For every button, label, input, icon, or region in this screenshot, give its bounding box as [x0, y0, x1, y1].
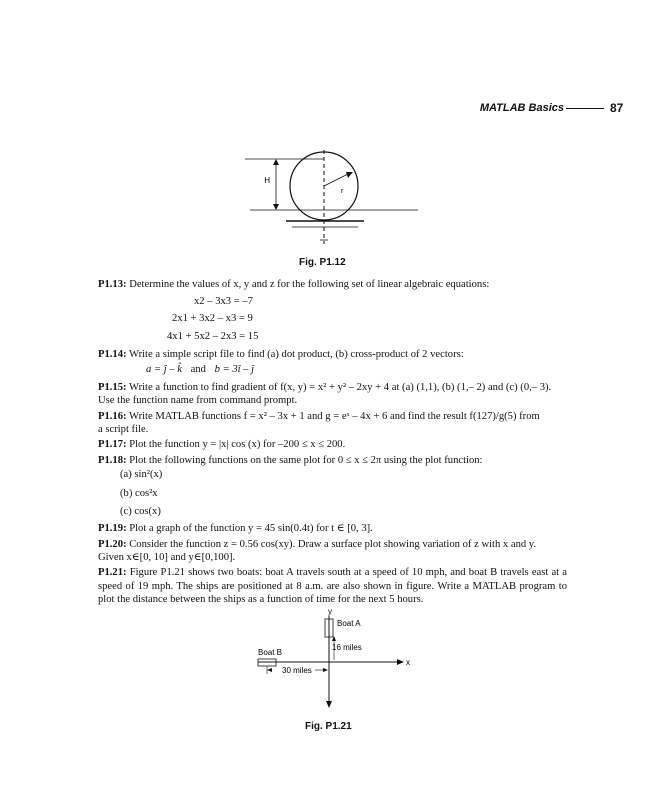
vector-b: b = 3î – ĵ: [214, 364, 255, 375]
p1-13-text: Determine the values of x, y and z for the following set of linear algebraic equations:: [129, 279, 490, 290]
y-axis-label: y: [328, 607, 332, 616]
radius-line: [324, 173, 350, 186]
fig-p1-12-caption: Fig. P1.12: [299, 257, 346, 268]
equation-1: [194, 296, 253, 307]
p1-18-text: Plot the following functions on the same plot for 0 ≤ x ≤ 2π using the plot function:: [129, 455, 483, 466]
dist-b-arrow-left: [267, 668, 272, 672]
p1-21: [98, 566, 567, 607]
equation-2-text: 2x1 + 3x2 – x3 = 9: [172, 313, 253, 324]
p1-15-label: P1.15:: [98, 382, 127, 393]
p1-19-label: P1.19:: [98, 523, 127, 534]
p1-17: [98, 438, 345, 451]
p1-16-text-1: Write MATLAB functions f = x² – 3x + 1 and g = eˣ – 4x + 6 and find the result f(127)/g(5) from: [129, 411, 540, 422]
p1-21-label: P1.21:: [98, 567, 127, 578]
p1-20-text-1: Consider the function z = 0.56 cos(xy). Draw a surface plot showing variation of z with x and y.: [129, 539, 537, 550]
vector-a: a = ĵ – k̂: [146, 364, 182, 375]
label-h: H: [264, 176, 270, 185]
p1-19: [98, 522, 373, 535]
equation-3: [167, 331, 258, 342]
figure-p1-21: [240, 604, 430, 712]
p1-15-text-1: Write a function to find gradient of f(x, y) = x² + y² – 2xy + 4 at (a) (1,1), (b) (1,– 2) and (c) (0,– 3).: [129, 382, 552, 393]
p1-15-cont: [98, 394, 297, 407]
header-rule: [566, 108, 604, 109]
p1-13: [98, 278, 489, 291]
vector-equations: [146, 364, 254, 375]
p1-20-label: P1.20:: [98, 539, 127, 550]
header-title: MATLAB Basics: [479, 102, 564, 114]
dist-b-arrow-right: [323, 668, 328, 672]
height-arrow-bottom: [273, 204, 279, 210]
p1-14-label: P1.14:: [98, 349, 127, 360]
dist-a-label: 16 miles: [332, 643, 362, 652]
x-axis-arrow: [397, 659, 404, 665]
running-header: [0, 101, 662, 119]
equation-1-text: x2 – 3x3 = –7: [194, 296, 253, 307]
dist-b-label: 30 miles: [282, 666, 312, 675]
p1-16: [98, 410, 540, 423]
figure-p1-12: [240, 148, 430, 250]
p1-15-text-2: Use the function name from command prompt.: [98, 395, 298, 406]
p1-16-text-2: a script file.: [98, 424, 149, 435]
p1-18-label: P1.18:: [98, 455, 127, 466]
p1-14-text: Write a simple script file to find (a) dot product, (b) cross-product of 2 vectors:: [129, 349, 464, 360]
p1-18-item-b: (b) cos²x: [120, 488, 158, 499]
radius-arrowhead: [346, 172, 353, 178]
p1-20-text-2: Given x∈[0, 10] and y∈[0,100].: [98, 552, 236, 563]
p1-18-item-c: (c) cos(x): [120, 506, 161, 517]
boat-b-label: Boat B: [258, 648, 283, 657]
p1-18: [98, 454, 483, 467]
p1-13-label: P1.13:: [98, 279, 127, 290]
vector-and: and: [190, 364, 206, 375]
p1-19-text: Plot a graph of the function y = 45 sin(0.4t) for t ∈ [0, 3].: [129, 523, 373, 534]
p1-16-cont: [98, 423, 148, 436]
label-r: r: [341, 188, 344, 195]
p1-17-label: P1.17:: [98, 439, 127, 450]
boat-a-label: Boat A: [337, 619, 361, 628]
equation-3-text: 4x1 + 5x2 – 2x3 = 15: [167, 331, 259, 342]
p1-16-label: P1.16:: [98, 411, 127, 422]
equation-2: [172, 313, 253, 324]
p1-15: [98, 381, 551, 394]
p1-14: [98, 348, 464, 361]
x-axis-label: x: [406, 658, 410, 667]
p1-17-text: Plot the function y = |x| cos (x) for –200 ≤ x ≤ 200.: [129, 439, 346, 450]
p1-18-item-a: (a) sin²(x): [120, 469, 163, 480]
y-axis-arrow: [326, 701, 332, 708]
p1-21-text: Figure P1.21 shows two boats: boat A travels south at a speed of 10 mph, and boat B travels east at a speed of 19 mph. The ships are positioned at 8 a.m. are also shown in figure. Write a MATLAB program to plot the distance between the ships as a function of time for the next 5 hours.: [98, 567, 567, 605]
fig-p1-21-caption: Fig. P1.21: [305, 721, 352, 732]
p1-20: [98, 538, 536, 551]
page-number: 87: [610, 101, 624, 115]
height-arrow-top: [273, 159, 279, 165]
p1-20-cont: [98, 551, 235, 564]
